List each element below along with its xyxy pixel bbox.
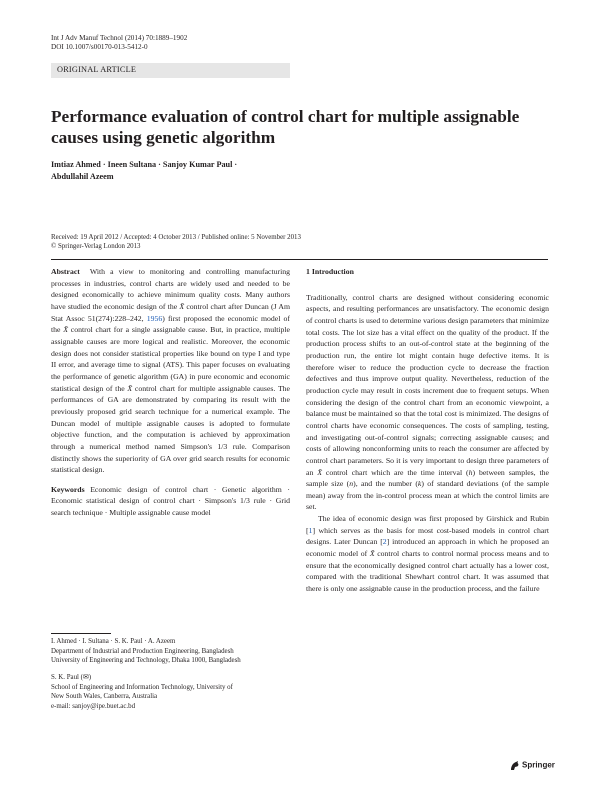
- header-divider: [51, 259, 548, 260]
- abstract: [51, 266, 290, 476]
- abstract-text: control chart for a single assignable cause. But, in practice, multiple assignable causes are more logical and realistic. Moreover, the economic design does not consider statistical properties like bound on type I and type II error, and average time to signal (ATS). This paper focuses on evaluating the performance of genetic algorithm (GA) in pure economic and economic statistical design of the: [51, 325, 290, 393]
- author-list: [51, 159, 381, 183]
- intro-text: control chart which are the time interval (: [321, 467, 469, 477]
- section-heading-introduction: 1 Introduction: [306, 267, 354, 276]
- affiliation-line: Department of Industrial and Production Engineering, Bangladesh: [51, 647, 234, 655]
- var-k: k: [417, 479, 422, 489]
- keywords: [51, 484, 290, 519]
- dates-line: Received: 19 April 2012 / Accepted: 4 October 2013 / Published online: 5 November 2013: [51, 234, 301, 241]
- intro-text: ] introduced an approach in which he proposed an economic model of: [306, 537, 549, 559]
- footnote-divider: [51, 633, 111, 634]
- reference-link-1[interactable]: 1: [308, 525, 313, 535]
- publication-dates: [51, 233, 301, 251]
- publisher-name: Springer: [522, 760, 555, 770]
- doi: DOI 10.1007/s00170-013-5412-0: [51, 43, 148, 51]
- author-line-1: Imtiaz Ahmed · Ineen Sultana · Sanjoy Kumar Paul ·: [51, 160, 238, 169]
- abstract-text: control chart for multiple assignable causes. The performances of GA are demonstrated by comparing its result with the previously proposed grid search technique for a numerical example. The Duncan model of multiple assignable causes is adopted to formulate objective function, and the computation is achieved by approximation through a numerical method named Simpson's 1/3 rule. Comparison distinctly shows the superiority of GA over grid search results for economic statistical design.: [51, 383, 290, 475]
- abstract-text: ) first proposed the economic model of the: [51, 313, 290, 335]
- affiliation-block-1: [51, 637, 290, 666]
- affiliation-block-2: [51, 673, 290, 711]
- right-column: [306, 266, 549, 595]
- xbar-symbol: X̄: [63, 325, 68, 335]
- affiliation-line: School of Engineering and Information Technology, University of: [51, 683, 233, 691]
- xbar-symbol: X̄: [127, 383, 133, 393]
- citation-link-1956[interactable]: 1956: [146, 313, 163, 323]
- intro-text: ) of standard deviations (of the sample mean) away from the in-control process mean at which the control limits are set.: [306, 479, 549, 512]
- intro-paragraph-1: [306, 292, 549, 513]
- xbar-symbol: X̄: [317, 467, 322, 477]
- abstract-text: With a view to monitoring and controlling manufacturing processes in industries, control charts are widely used and needed to be designed economically to achieve minimum quality costs. Many authors have studied the economic design of the: [51, 267, 290, 311]
- intro-text: The idea of economic design was first proposed by Girshick and Rubin [: [306, 514, 549, 535]
- journal-citation: Int J Adv Manuf Technol (2014) 70:1889–1902: [51, 34, 188, 42]
- abstract-label: Abstract: [51, 267, 80, 276]
- email-link[interactable]: e-mail: sanjoy@ipe.buet.ac.bd: [51, 702, 136, 710]
- abstract-text: control chart after Duncan (J Am Stat Assoc 51(274):228–242,: [51, 301, 290, 323]
- xbar-symbol: X̄: [369, 549, 375, 559]
- article-type-label: ORIGINAL ARTICLE: [57, 65, 137, 74]
- intro-text: ) between samples, the sample size (: [306, 467, 549, 489]
- reference-link-2[interactable]: 2: [382, 537, 387, 547]
- springer-logo: [509, 760, 555, 771]
- springer-horse-icon: [509, 760, 520, 771]
- keywords-text: Economic design of control chart · Genetic algorithm · Economic statistical design of control chart · Simpson's 1/3 rule · Grid search technique · Multiple assignable cause model: [51, 484, 290, 518]
- affiliation-line: University of Engineering and Technology, Dhaka 1000, Bangladesh: [51, 657, 241, 665]
- xbar-symbol: X̄: [179, 301, 185, 311]
- var-h: h: [468, 467, 473, 477]
- intro-paragraph-2: [306, 513, 549, 595]
- intro-text: ] which serves as the basis for most cost-based models in control chart designs. Later Duncan [: [306, 525, 549, 547]
- intro-text: ), and the number (: [353, 479, 418, 489]
- affiliation-line: New South Wales, Canberra, Australia: [51, 693, 158, 701]
- affiliation-line: S. K. Paul (✉): [51, 674, 92, 681]
- author-line-2: Abdullahil Azeem: [51, 172, 114, 181]
- keywords-label: Keywords: [51, 484, 85, 494]
- article-type-banner: [51, 63, 290, 78]
- affiliation-line: I. Ahmed · I. Sultana · S. K. Paul · A. Azeem: [51, 638, 176, 645]
- copyright-line: © Springer-Verlag London 2013: [51, 243, 141, 250]
- intro-text: control charts to control normal process means and to ensure that the economically designed control chart actually has a lower cost, compared with the traditional Shewhart control chart. It was assumed that there is only one assignable cause in the production process, and the failure: [306, 549, 549, 594]
- left-column: [51, 266, 290, 519]
- var-n: n: [349, 479, 354, 489]
- intro-text: Traditionally, control charts are designed without considering economic aspects, and resulting performances are unsatisfactory. The economic design of control charts is used to determine various design parameters that minimize total costs. The lot size has a vital effect on the quality of the product. If the production process shifts to an out-of-control state at the beginning of the production run, the entire lot might contain huge defective items. It is therefore wiser to reduce the production cycle to decrease the fraction defectives and thus improve output quality. Nevertheless, reduction of the production cycle may result in costs increment due to frequent setups. When considering the design of the control chart from an economic viewpoint, a balance must be maintained so that the total cost is minimized. The designs of control charts have economic consequences. The costs of sampling, testing, and investigating out-of-control signals; correcting assignable causes; and costs of allowing nonconforming units to reach the consumer are affected by control chart parameters. So it is very important to design three parameters of an: [306, 292, 549, 477]
- paper-title: Performance evaluation of control chart for multiple assignable causes using genetic algorithm: [51, 107, 520, 147]
